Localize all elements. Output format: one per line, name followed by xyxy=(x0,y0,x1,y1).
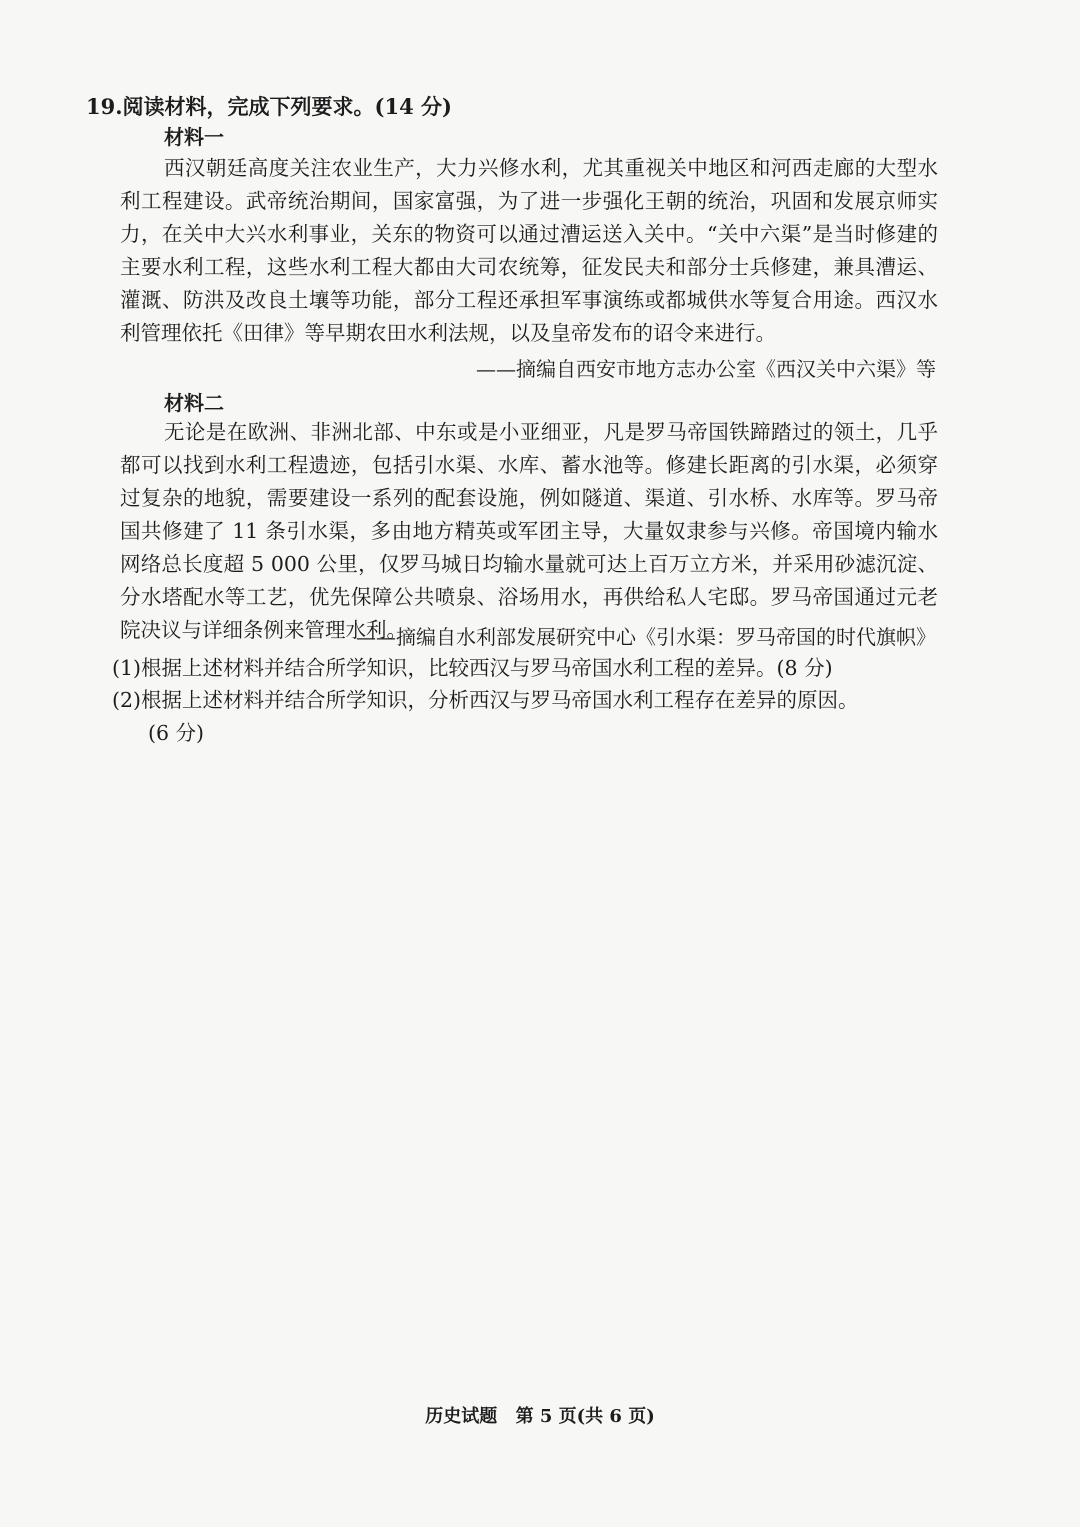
material-2-source: ——摘编自水利部发展研究中心《引水渠：罗马帝国的时代旗帜》 xyxy=(356,625,936,649)
task-2-line-2: (6 分) xyxy=(148,721,205,745)
material-2-text: 无论是在欧洲、非洲北部、中东或是小亚细亚，凡是罗马帝国铁蹄踏过的领土，几乎都可以找到水利工程遗迹，包括引水渠、水库、蓄水池等。修建长距离的引水渠，必须穿过复杂的地貌，需要建设一系列的配套设施，例如隧道、渠道、引水桥、水库等。罗马帝国共修建了 11 条引水渠，多由地方精英或军团主导，大量奴隶参与兴修。帝国境内输水网络总长度超 5 000 公里，仅罗马城日均输水量就可达上百万立方米，并采用砂滤沉淀、分水塔配水等工艺，优先保障公共喷泉、浴场用水，再供给私人宅邸。罗马帝国通过元老院决议与详细条例来管理水利。 xyxy=(120,420,938,642)
material-1-text: 西汉朝廷高度关注农业生产，大力兴修水利，尤其重视关中地区和河西走廊的大型水利工程建设。武帝统治期间，国家富强，为了进一步强化王朝的统治，巩固和发展京师实力，在关中大兴水利事业，关东的物资可以通过漕运送入关中。“关中六渠”是当时修建的主要水利工程，这些水利工程大都由大司农统筹，征发民夫和部分士兵修建，兼具漕运、灌溉、防洪及改良土壤等功能，部分工程还承担军事演练或都城供水等复合用途。西汉水利管理依托《田律》等早期农田水利法规，以及皇帝发布的诏令来进行。 xyxy=(120,156,938,345)
material-1-heading: 材料一 xyxy=(164,125,224,149)
task-2-line-1: (2)根据上述材料并结合所学知识，分析西汉与罗马帝国水利工程存在差异的原因。 xyxy=(112,688,859,712)
task-1: (1)根据上述材料并结合所学知识，比较西汉与罗马帝国水利工程的差异。(8 分) xyxy=(112,656,833,680)
footer-subject: 历史试题 xyxy=(425,1406,498,1427)
material-2-heading: 材料二 xyxy=(164,391,224,415)
task-2 xyxy=(112,684,942,750)
question-title: 19.阅读材料，完成下列要求。(14 分) xyxy=(86,94,452,119)
footer-page-number: 第 5 页(共 6 页) xyxy=(515,1406,655,1427)
material-1-source: ——摘编自西安市地方志办公室《西汉关中六渠》等 xyxy=(476,357,936,381)
page-footer xyxy=(0,1403,1080,1431)
